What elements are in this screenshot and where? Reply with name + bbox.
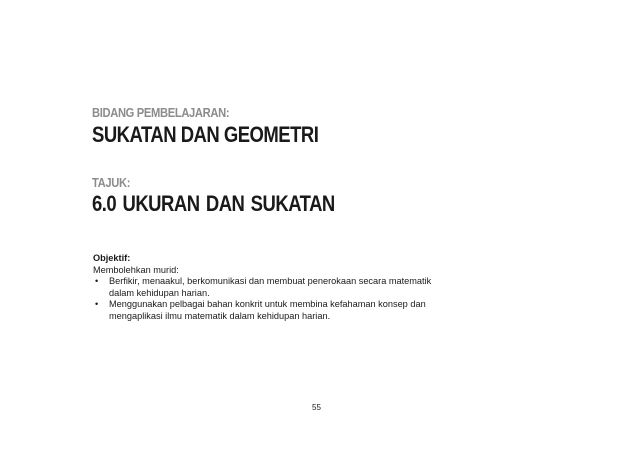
objective-line: mengaplikasi ilmu matematik dalam kehidupan harian. [109,310,331,321]
objective-item [93,299,473,322]
page-number: 55 [312,403,321,412]
objective-line: Berfikir, menaakul, berkomunikasi dan membuat penerokaan secara matematik [109,276,432,287]
objectives-section [93,253,473,323]
objective-line: dalam kehidupan harian. [109,287,210,298]
objectives-list [93,276,473,322]
learning-area-title: SUKATAN DAN GEOMETRI [92,122,319,147]
topic-label: TAJUK: [92,175,131,190]
learning-area-label: BIDANG PEMBELAJARAN: [92,105,230,120]
bullet-icon: • [95,299,99,310]
objective-line: Menggunakan pelbagai bahan konkrit untuk membina kefahaman konsep dan [109,299,426,310]
objectives-intro: Membolehkan murid: [93,264,179,275]
objective-item [93,276,473,299]
bullet-icon: • [95,276,99,287]
topic-title: 6.0 UKURAN DAN SUKATAN [92,191,335,216]
objectives-heading: Objektif: [93,253,131,263]
